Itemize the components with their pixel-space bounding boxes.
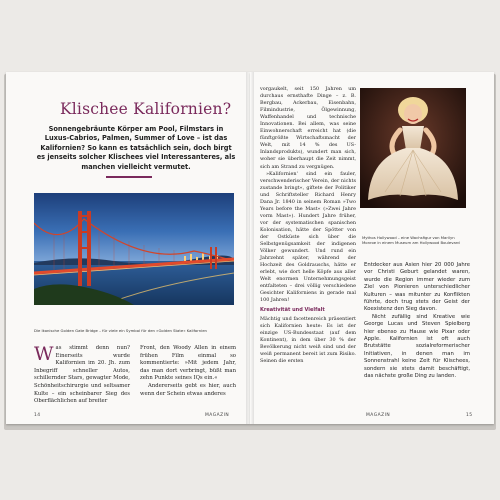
article-lead: Sonnengebräunte Körper am Pool, Filmstars in Luxus-Cabrios, Palmen, Summer of Love – ist das Kalifornien? So kann es tatsächlich sein, doch birgt es jenseits solcher Klischees viel Interessanteres, als manchen vielleicht vermutet. — [36, 125, 236, 171]
section-subheading: Kreativität und Vielfalt — [260, 307, 325, 314]
golden-gate-photo — [34, 193, 234, 305]
left-column-2 — [140, 345, 236, 398]
article-title: Klischee Kalifornien? — [60, 100, 232, 118]
section-label-right: MAGAZIN — [366, 413, 391, 418]
left-col2b-text: Andererseits gebt es hier, auch wenn der Schein etwas anderes — [140, 382, 236, 397]
drop-cap: W — [34, 343, 54, 365]
right-column-2 — [364, 262, 470, 381]
lead-divider — [106, 176, 152, 178]
right-col2-text: Entdecker aus Asien hier 20 000 Jahre vor Christi Geburt gelandet waren, wurde die Region immer wieder zum Ziel von Pionieren unterschiedlicher Kulturen – was mitunter zu Konflikten führte, doch trug stets der Geist der Koexistenz den Sieg davon. — [364, 262, 470, 313]
open-book — [0, 72, 500, 432]
bridge-caption: Die Ikonische Golden Gate Bridge – für viele ein Symbol für den »Golden State« Kalifornien — [34, 328, 207, 333]
book-gutter — [246, 72, 254, 424]
right-col1b-text: »Kalifornien' sind ein fauler, verschwenderischer Verein, der nichts zustande bringt«, giftete der Politiker und Schriftsteller Richard Henry Dana Jr. 1840 in seinem Roman »Two Years before the Mast« (»Zwei Jahre vorm Mast«). Hundert Jahre früher, vor der systematischen spanischen Kolonisation, hätte der Spötter von der Ostküste sich über die Selbstgenügsamkeit der indigenen Völker gewundert. Und rund ein Jahrzehnt später, während der Hochzeit des Goldrauschs, hätte er erlebt, wie dort helle Köpfe aus aller Welt enormen Unternehmungsgeist entfalteten – drei völlig verschiedene Gesichter Kaliforniens in gerade mal 100 Jahren! — [260, 170, 356, 304]
marilyn-photo — [360, 88, 466, 208]
left-col1-text: as stimmt denn nun? Einerseits wurde Kalifornien im 20. Jh. zum Inbegriff schneller Autos, schillernder Stars, gewagter Mode, Schönheitschirurgie und seltsamer Kulte – ein scheinbarer Sieg des Oberflächlichen auf breiter — [34, 345, 130, 405]
right-col1-text: vorgaukelt, seit 150 Jahren um durchaus ernsthafte Dinge – z. B. Bergbau, Ackerbau, Eisenbahn, Filmindustrie, Ölgewinnung, Waffenhandel und technische Innovationen. Bei allem, was seine Einwohnerschaft erreicht hat (die fünftgrößte Wirtschaftsmacht der Welt, mit 14 % des US-Inlandsprodukts), wundert man sich, woher sie überhaupt die Zeit nimmt, sich am Strand zu vergnügen. — [260, 86, 356, 170]
right-col2b-text: Nicht zufällig sind Kreative wie George Lucas und Steven Spielberg hier ebenso zu Hause wie Pixar oder Apple. Kalifornien ist oft auch Brutstätte sozialreformerischer Initiativen, in denen man im Sonnenstrahl keine Zeit für Klischees, sondern sie stets damit beschäftigt, das nächste große Ding zu landen. — [364, 313, 470, 380]
right-col1c-text: Mächtig und facettenreich präsentiert sich Kalifornien heute: Es ist der einzige US-Bundesstaat (auf dem Kontinent), in dem über 30 % der Bevölkerung nicht weiß sind und der weiß permanent bereit ist zum Risiko. Seinen die ersten — [260, 315, 356, 364]
left-column-1 — [34, 345, 130, 406]
right-page — [250, 72, 494, 424]
left-page — [6, 72, 250, 424]
page-number-right: 15 — [466, 413, 473, 418]
left-col2-text: Front, den Woody Allen in einem frühen Film einmal so kommentierte: »Mit jedem Jahr, das man dort verbringt, büßt man zehn Punkte seines IQs ein.« — [140, 345, 236, 382]
right-column-1 — [260, 86, 356, 365]
section-label-left: MAGAZIN — [205, 413, 230, 418]
page-number-left: 14 — [34, 413, 41, 418]
marilyn-caption: Mythos Hollywood – eine Wachsfigur von Marilyn Monroe in einem Museum am Hollywood Boulevard — [362, 235, 460, 245]
